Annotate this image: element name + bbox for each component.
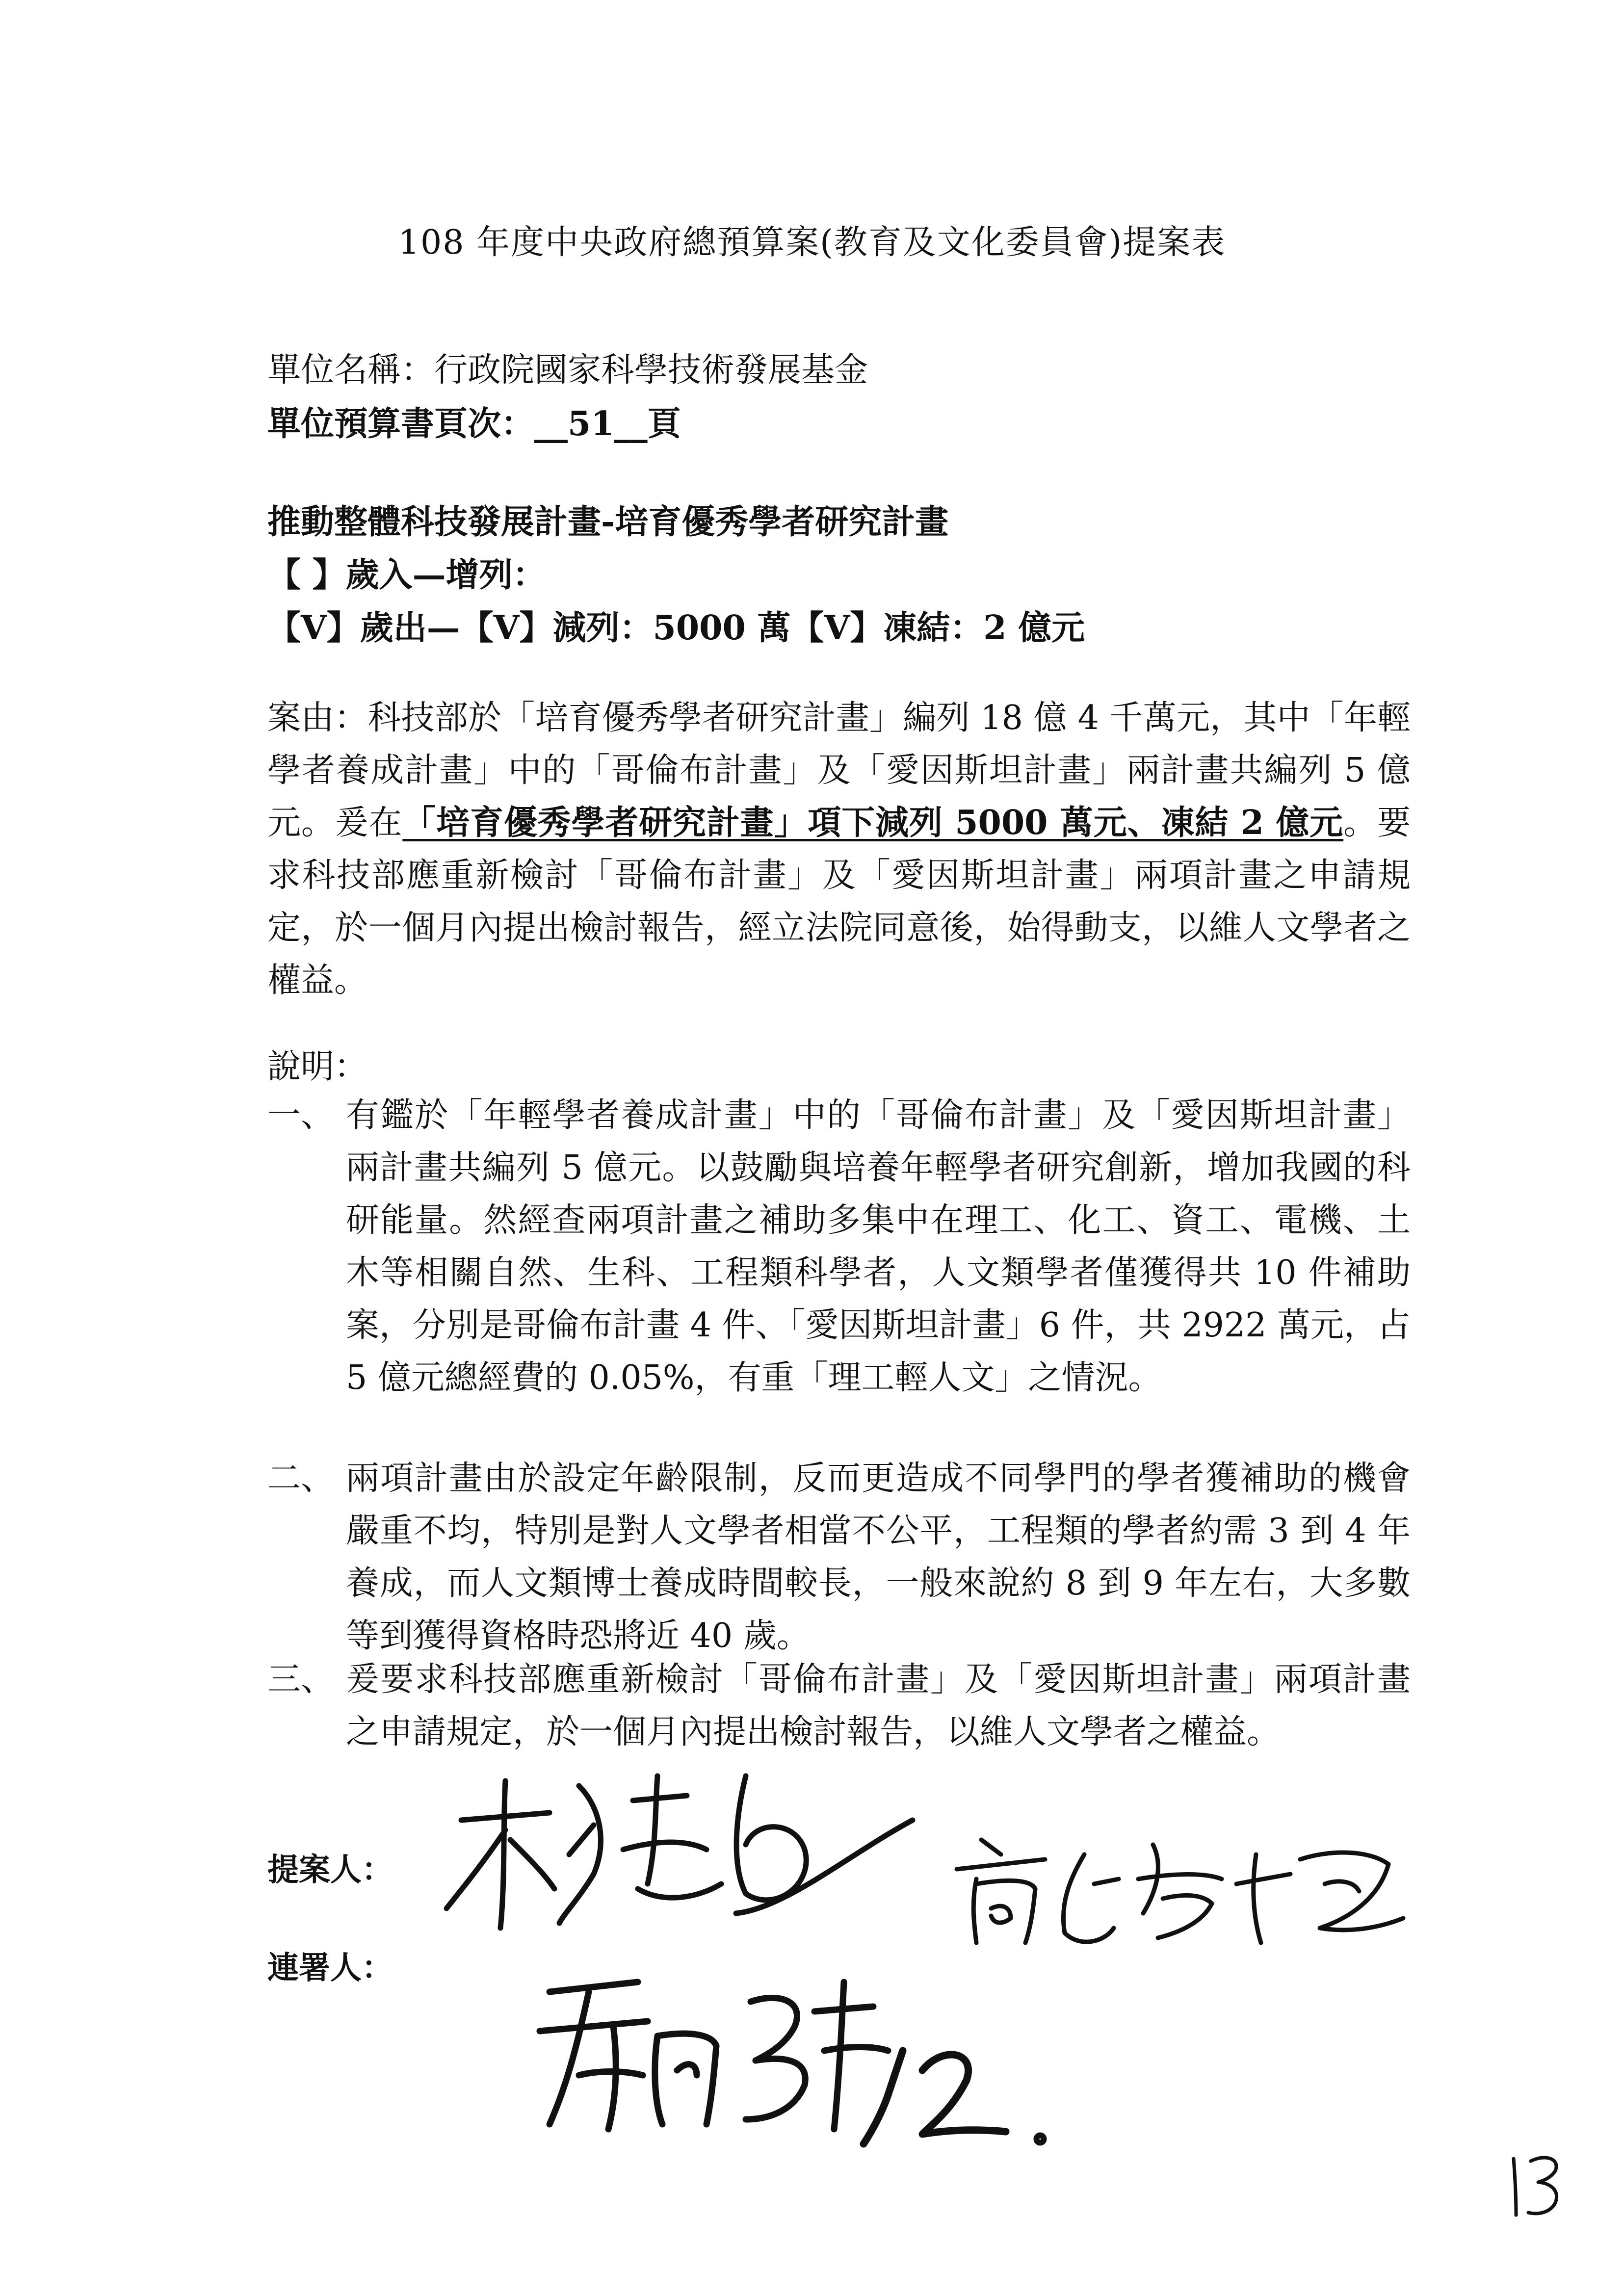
income-line: 【 】歲入—增列： xyxy=(267,555,546,595)
budget-page-prefix: 單位預算書頁次： xyxy=(267,404,535,444)
document-title: 108 年度中央政府總預算案(教育及文化委員會)提案表 xyxy=(398,223,1226,262)
plan-title: 推動整體科技發展計畫-培育優秀學者研究計畫 xyxy=(267,502,949,542)
expense-line: 【V】歲出—【V】減列：5000 萬【V】凍結：2 億元 xyxy=(267,608,1085,648)
explanation-text-2: 兩項計畫由於設定年齡限制，反而更造成不同學門的學者獲補助的機會嚴重不均，特別是對人文學者相當不公平，工程類的學者約需 3 到 4 年養成，而人文類博士養成時間較長，一般來說約 8 到 9 年左右，大多數等到獲得資格時恐將近 40 歲。 xyxy=(346,1459,1411,1655)
explanation-text-3: 爰要求科技部應重新檢討「哥倫布計畫」及「愛因斯坦計畫」兩項計畫之申請規定，於一個月內提出檢討報告，以維人文學者之權益。 xyxy=(346,1660,1411,1751)
cosigner-label: 連署人： xyxy=(267,1950,393,1986)
case-paragraph xyxy=(267,692,1411,1007)
budget-page-number: __51__ xyxy=(534,404,648,444)
explanation-text-1: 有鑑於「年輕學者養成計畫」中的「哥倫布計畫」及「愛因斯坦計畫」兩計畫共編列 5 億元。以鼓勵與培養年輕學者研究創新，增加我國的科研能量。然經查兩項計畫之補助多集中在理工、化工、資工、電機、土木等相關自然、生科、工程類科學者，人文類學者僅獲得共 10 件補助案，分別是哥倫布計畫 4 件、「愛因斯坦計畫」6 件，共 2922 萬元，占 5 億元總經費的 0.05%，有重「理工輕人文」之情況。 xyxy=(346,1096,1411,1397)
budget-page-line xyxy=(267,397,681,445)
explanation-item-1 xyxy=(267,1089,1411,1404)
explanation-item-3 xyxy=(267,1653,1411,1758)
proposer-label: 提案人： xyxy=(267,1852,393,1888)
case-text-part1: 案由：科技部於「培育優秀學者研究計畫」編列 18 億 4 千萬元，其中「年輕學者養成計畫」中的「哥倫布計畫」及「愛因斯坦計畫」兩計畫共編列 5 億元。爰在 xyxy=(267,699,1411,842)
cosigner-signature-1 xyxy=(947,1825,1428,1953)
explanation-number-2: 二、 xyxy=(267,1459,335,1498)
case-emphasis: 「培育優秀學者研究計畫」項下減列 5000 萬元、凍結 2 億元 xyxy=(402,803,1344,842)
explanation-number-1: 一、 xyxy=(267,1096,335,1135)
case-text-part2: 。要求科技部應重新檢討「哥倫布計畫」及「愛因斯坦計畫」兩項計畫之申請規定，於一個月內提出檢討報告，經立法院同意後，始得動支，以維人文學者之權益。 xyxy=(267,804,1411,1000)
cosigner-signature-2 xyxy=(530,1962,1060,2188)
explanation-number-3: 三、 xyxy=(267,1660,335,1699)
budget-page-suffix: 頁 xyxy=(647,404,681,444)
unit-name: 單位名稱：行政院國家科學技術發展基金 xyxy=(267,351,868,390)
explanation-heading: 說明： xyxy=(267,1047,368,1086)
proposer-signature xyxy=(432,1766,922,1953)
explanation-item-2 xyxy=(267,1452,1411,1662)
handwritten-page-number xyxy=(1501,2149,1570,2222)
